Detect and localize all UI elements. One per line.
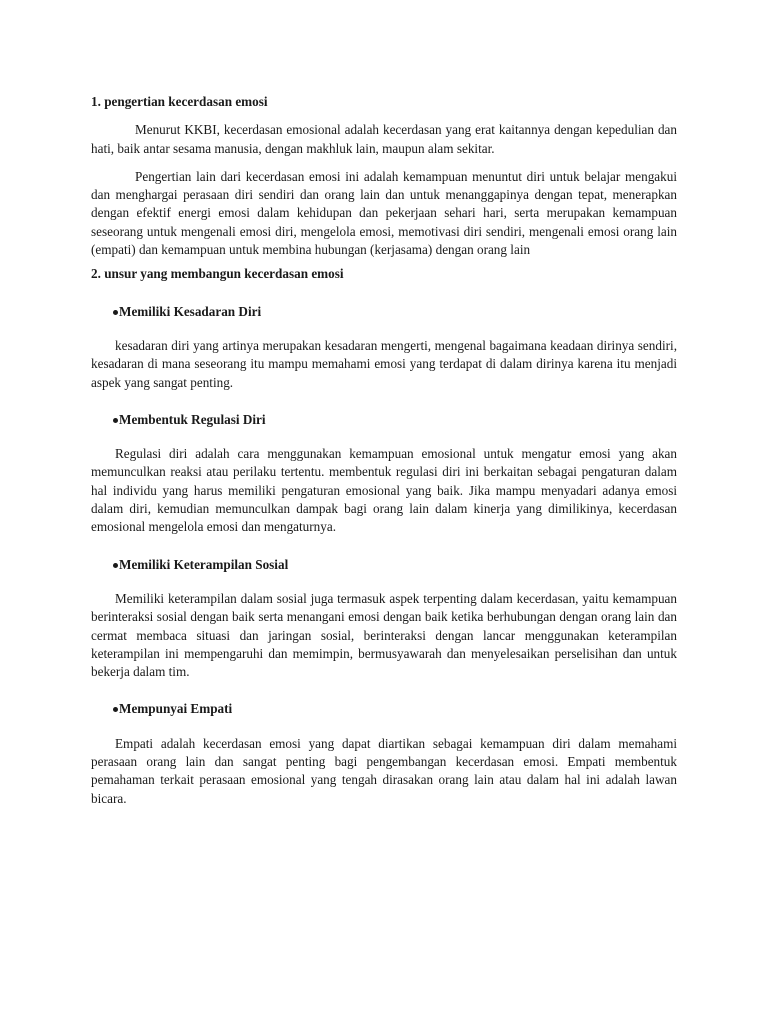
paragraph-empati: Empati adalah kecerdasan emosi yang dapat diartikan sebagai kemampuan diri dalam memahami perasaan orang lain dan sangat penting bagi pengembangan kecerdasan emosi. Empati membentuk pemahaman terkait perasaan emosional yang tengah dirasakan orang lain atau dalam hal ini adalah lawan bicara. [91,735,677,806]
bullet-item-title [91,556,677,574]
bullet-icon [113,707,118,712]
bullet-item-title [91,700,677,718]
bullet-title-keterampilan: Memiliki Keterampilan Sosial [119,556,289,572]
section-heading-2: 2. unsur yang membangun kecerdasan emosi [91,266,344,282]
paragraph-keterampilan: Memiliki keterampilan dalam sosial juga termasuk aspek terpenting dalam kecerdasan, yaitu kemampuan berinteraksi sosial dengan baik serta menangani emosi dengan baik ketika berhubungan dengan orang lain dan cermat membaca situasi dan jaringan sosial, berinteraksi dengan lancar menggunakan keterampilan keterampilan ini mempengaruhi dan memimpin, bermusyawarah dan menyelesaikan perselisihan dan untuk bekerja dalam tim. [91,590,677,680]
bullet-item-title [91,411,677,429]
paragraph-definition-other: Pengertian lain dari kecerdasan emosi ini adalah kemampuan menuntut diri untuk belajar mengakui dan menghargai perasaan diri sendiri dan orang lain dan untuk menanggapinya dengan tepat, menerapkan dengan efektif energi emosi dalam kehidupan dan pekerjaan sehari hari, serta merupakan kemampuan seseorang untuk mengenali emosi diri, mengelola emosi, memotivasi diri sendiri, mengenali emosi orang lain (empati) dan kemampuan untuk membina hubungan (kerjasama) dengan orang lain [91,168,677,258]
section-heading-1: 1. pengertian kecerdasan emosi [91,94,268,109]
document-body [91,93,677,808]
paragraph-regulasi: Regulasi diri adalah cara menggunakan kemampuan emosional untuk mengatur emosi yang akan memunculkan reaksi atau perilaku tertentu. membentuk regulasi diri ini berkaitan sebagai pengaturan dalam hal individu yang harus memiliki pengaturan emosional yang baik. Jika mampu menyadari adanya emosi dalam diri, kemudian memunculkan dampak bagi orang lain dalam kinerja yang dimilikinya, kecerdasan emosional mengelola emosi dan mengaturnya. [91,446,677,535]
paragraph-kesadaran: kesadaran diri yang artinya merupakan kesadaran mengerti, mengenal bagaimana keadaan dirinya sendiri, kesadaran di mana seseorang itu mampu memahami emosi yang terdapat di dalam dirinya karena itu menjadi aspek yang sangat penting. [91,337,677,390]
bullet-title-empati: Mempunyai Empati [119,701,233,717]
bullet-icon [113,563,118,568]
bullet-icon [113,310,118,315]
paragraph-definition-kkbi: Menurut KKBI, kecerdasan emosional adalah kecerdasan yang erat kaitannya dengan kepedulian dan hati, baik antar sesama manusia, dengan makhluk lain, maupun alam sekitar. [91,122,677,156]
bullet-icon [113,418,118,423]
bullet-title-regulasi: Membentuk Regulasi Diri [119,411,266,427]
bullet-title-kesadaran: Memiliki Kesadaran Diri [119,303,262,319]
bullet-item-title [91,303,677,321]
